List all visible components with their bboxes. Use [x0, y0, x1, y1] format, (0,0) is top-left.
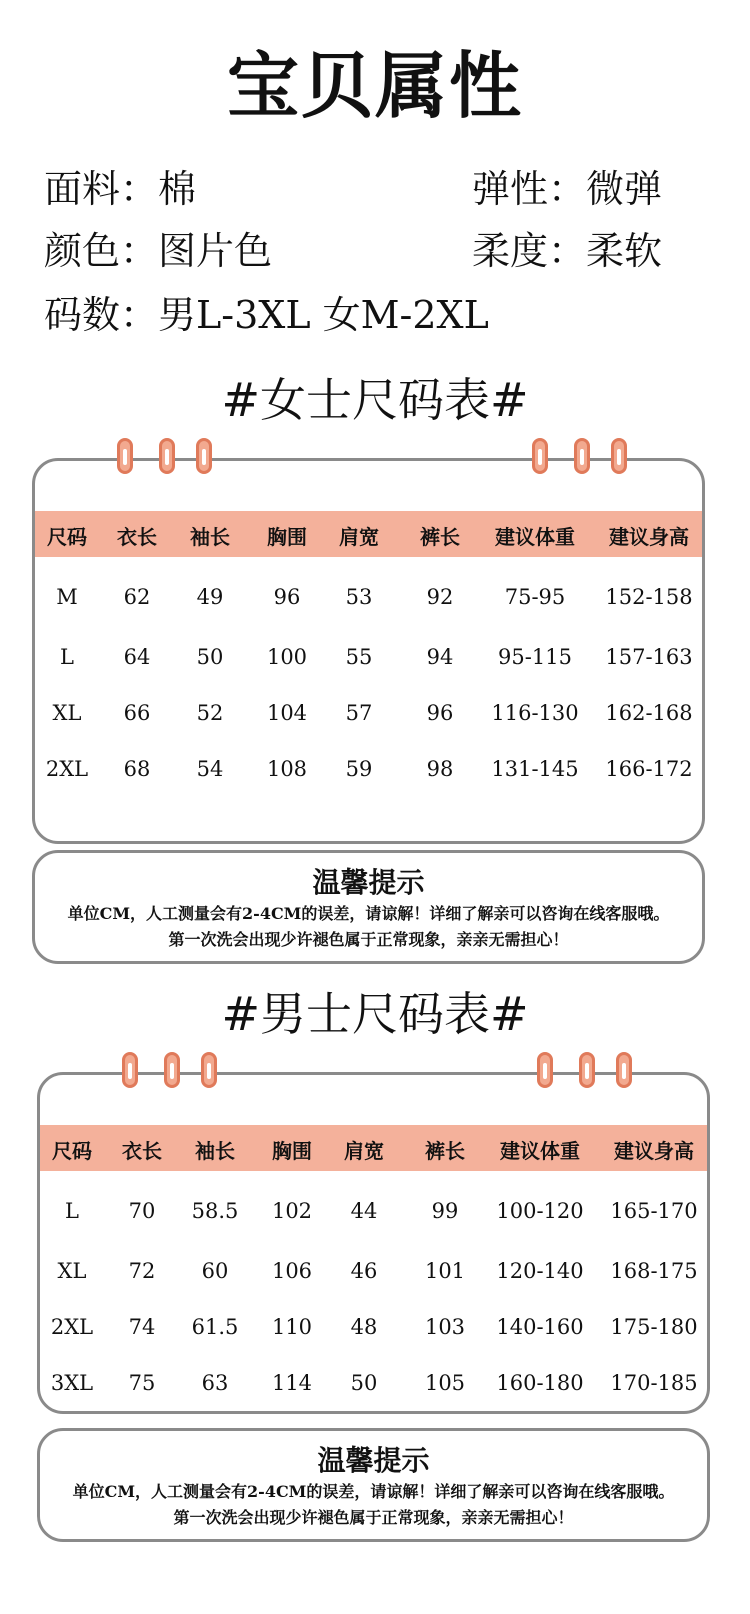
attr-key: 颜色： — [44, 229, 159, 273]
table-header-cell: 胸围 — [272, 1139, 312, 1163]
binder-ring-icon — [616, 1052, 632, 1088]
table-header-cell: 建议体重 — [500, 1139, 580, 1163]
table-header-cell: 尺码 — [47, 525, 87, 549]
attr-key: 码数： — [44, 293, 159, 337]
table-header-cell: 肩宽 — [339, 525, 379, 549]
page-title: 宝贝属性 — [226, 44, 523, 128]
size-label-cell: 2XL — [50, 1315, 94, 1339]
table-header-cell: 建议身高 — [614, 1139, 694, 1163]
table-cell: 54 — [196, 757, 224, 781]
tip-line-2: 第一次洗会出现少许褪色属于正常现象，亲亲无需担心！ — [173, 1508, 574, 1527]
table-cell: 95-115 — [498, 645, 572, 669]
table-cell: 162-168 — [605, 701, 693, 725]
table-cell: 165-170 — [610, 1199, 698, 1223]
table-cell: 46 — [350, 1259, 378, 1283]
table-header-cell: 胸围 — [267, 525, 307, 549]
table-cell: 96 — [426, 701, 454, 725]
table-cell: 110 — [271, 1315, 313, 1339]
table-cell: 101 — [424, 1259, 466, 1283]
table-cell: 57 — [345, 701, 373, 725]
table-cell: 50 — [350, 1371, 378, 1395]
table-cell: 114 — [271, 1371, 313, 1395]
table-cell: 131-145 — [491, 757, 579, 781]
attr-value: 微弹 — [586, 167, 663, 211]
attr-value: 男L-3XL 女M-2XL — [158, 293, 489, 337]
men-tip-box — [37, 1428, 710, 1542]
table-cell: 105 — [424, 1371, 466, 1395]
table-cell: 50 — [196, 645, 224, 669]
size-label-cell: L — [65, 1199, 79, 1223]
table-header-cell: 袖长 — [195, 1139, 235, 1163]
attr-sizes — [44, 284, 489, 339]
table-cell: 120-140 — [496, 1259, 584, 1283]
attr-softness — [472, 220, 662, 275]
table-cell: 62 — [123, 585, 151, 609]
table-cell: 61.5 — [191, 1315, 239, 1339]
table-header-cell: 尺码 — [52, 1139, 92, 1163]
table-cell: 108 — [266, 757, 308, 781]
tip-line-1: 单位CM，人工测量会有2-4CM的误差，请谅解！详细了解亲可以咨询在线客服哦。 — [72, 1482, 675, 1501]
table-cell: 92 — [426, 585, 454, 609]
binder-ring-icon — [122, 1052, 138, 1088]
table-header-cell: 袖长 — [190, 525, 230, 549]
table-cell: 104 — [266, 701, 308, 725]
size-label-cell: 2XL — [45, 757, 89, 781]
table-cell: 170-185 — [610, 1371, 698, 1395]
table-cell: 98 — [426, 757, 454, 781]
table-cell: 99 — [431, 1199, 459, 1223]
size-label-cell: M — [56, 585, 78, 609]
table-cell: 64 — [123, 645, 151, 669]
size-label-cell: L — [60, 645, 74, 669]
table-cell: 49 — [196, 585, 224, 609]
table-cell: 157-163 — [605, 645, 693, 669]
table-cell: 70 — [128, 1199, 156, 1223]
table-header-cell: 肩宽 — [344, 1139, 384, 1163]
size-label-cell: 3XL — [50, 1371, 94, 1395]
table-header-cell: 建议体重 — [495, 525, 575, 549]
binder-ring-icon — [579, 1052, 595, 1088]
table-cell: 94 — [426, 645, 454, 669]
attr-value: 图片色 — [158, 229, 273, 273]
table-cell: 66 — [123, 701, 151, 725]
table-cell: 44 — [350, 1199, 378, 1223]
binder-ring-icon — [611, 438, 627, 474]
table-cell: 68 — [123, 757, 151, 781]
binder-ring-icon — [159, 438, 175, 474]
table-cell: 52 — [196, 701, 224, 725]
women-tip-box — [32, 850, 705, 964]
attr-key: 柔度： — [472, 229, 587, 273]
table-cell: 103 — [424, 1315, 466, 1339]
attr-fabric — [44, 158, 196, 213]
table-cell: 48 — [350, 1315, 378, 1339]
table-cell: 53 — [345, 585, 373, 609]
table-cell: 106 — [271, 1259, 313, 1283]
table-cell: 102 — [271, 1199, 313, 1223]
table-header-cell: 裤长 — [420, 525, 460, 549]
table-cell: 60 — [201, 1259, 229, 1283]
women-size-heading: #女士尺码表# — [221, 373, 529, 427]
men-size-table — [37, 1072, 710, 1414]
binder-ring-icon — [164, 1052, 180, 1088]
table-cell: 63 — [201, 1371, 229, 1395]
size-label-cell: XL — [52, 701, 82, 725]
binder-ring-icon — [196, 438, 212, 474]
table-cell: 100-120 — [496, 1199, 584, 1223]
table-cell: 175-180 — [610, 1315, 698, 1339]
table-cell: 72 — [128, 1259, 156, 1283]
binder-ring-icon — [537, 1052, 553, 1088]
binder-ring-icon — [117, 438, 133, 474]
table-cell: 75-95 — [504, 585, 566, 609]
tip-title: 温馨提示 — [312, 866, 425, 899]
attr-key: 面料： — [44, 167, 159, 211]
tip-line-2: 第一次洗会出现少许褪色属于正常现象，亲亲无需担心！ — [168, 930, 569, 949]
tip-line-1: 单位CM，人工测量会有2-4CM的误差，请谅解！详细了解亲可以咨询在线客服哦。 — [67, 904, 670, 923]
table-cell: 55 — [345, 645, 373, 669]
table-header-cell: 衣长 — [122, 1139, 162, 1163]
table-cell: 168-175 — [610, 1259, 698, 1283]
binder-ring-icon — [574, 438, 590, 474]
attr-value: 柔软 — [586, 229, 663, 273]
table-header-cell: 衣长 — [117, 525, 157, 549]
table-cell: 152-158 — [605, 585, 693, 609]
table-cell: 100 — [266, 645, 308, 669]
table-cell: 140-160 — [496, 1315, 584, 1339]
table-cell: 166-172 — [605, 757, 693, 781]
table-cell: 75 — [128, 1371, 156, 1395]
women-size-table — [32, 458, 705, 844]
binder-ring-icon — [201, 1052, 217, 1088]
table-header-cell: 裤长 — [425, 1139, 465, 1163]
table-cell: 59 — [345, 757, 373, 781]
binder-ring-icon — [532, 438, 548, 474]
table-cell: 74 — [128, 1315, 156, 1339]
table-cell: 58.5 — [191, 1199, 239, 1223]
table-cell: 96 — [273, 585, 301, 609]
table-cell: 116-130 — [491, 701, 579, 725]
attr-color — [44, 220, 272, 275]
tip-title: 温馨提示 — [317, 1444, 430, 1477]
attr-value: 棉 — [158, 167, 197, 211]
table-cell: 160-180 — [496, 1371, 584, 1395]
size-label-cell: XL — [57, 1259, 87, 1283]
attr-key: 弹性： — [472, 167, 587, 211]
table-header-cell: 建议身高 — [609, 525, 689, 549]
attr-elasticity — [472, 158, 662, 213]
men-size-heading: #男士尺码表# — [221, 987, 529, 1041]
